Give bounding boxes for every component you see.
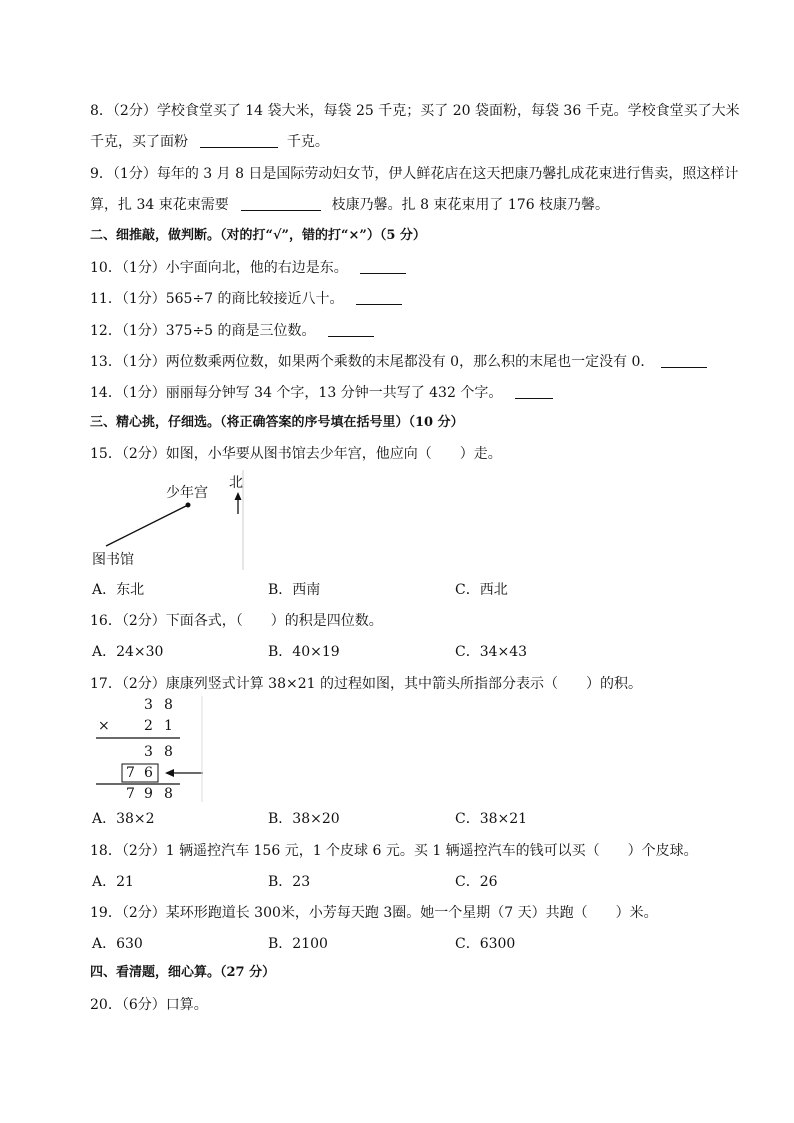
question-16-option-b[interactable]: B．40×19 <box>268 644 340 660</box>
north-arrow-icon <box>235 492 242 500</box>
question-10-text: 10．（1分）小宇面向北，他的右边是东。 <box>90 260 348 276</box>
question-11-answer-blank[interactable] <box>356 290 402 305</box>
question-15-option-c[interactable]: C．西北 <box>455 582 508 598</box>
question-13-answer-blank[interactable] <box>661 353 707 368</box>
question-12 <box>90 322 374 340</box>
question-18-option-a[interactable]: A．21 <box>92 874 134 890</box>
question-18-option-c[interactable]: C．26 <box>455 874 498 890</box>
question-11-text: 11．（1分）565÷7 的商比较接近八十。 <box>90 291 344 307</box>
question-15-map-figure <box>92 470 248 570</box>
calc-r4-d2: 6 <box>144 765 153 781</box>
question-17-option-c[interactable]: C．38×21 <box>455 811 528 827</box>
question-15-text: 15．（2分）如图，小华要从图书馆去少年宫，他应向（ ）走。 <box>90 446 502 462</box>
destination-dot <box>186 503 191 508</box>
calc-r1-d2: 8 <box>164 697 173 713</box>
label-library: 图书馆 <box>92 552 134 568</box>
calc-r1-d1: 3 <box>144 697 153 713</box>
section-2-heading: 二、细推敲，做判断。（对的打“√”，错的打“×”）（5 分） <box>90 228 426 243</box>
question-17-text: 17．（2分）康康列竖式计算 38×21 的过程如图，其中箭头所指部分表示（ ）的积。 <box>90 676 642 692</box>
calc-r5-d3: 8 <box>164 786 173 802</box>
question-13 <box>90 353 707 371</box>
question-9-line-2 <box>90 196 609 214</box>
calc-r5-d1: 7 <box>126 786 135 802</box>
question-12-text: 12．（1分）375÷5 的商是三位数。 <box>90 323 316 339</box>
question-8-answer-blank[interactable] <box>200 133 278 148</box>
question-14-text: 14．（1分）丽丽每分钟写 34 个字，13 分钟一共写了 432 个字。 <box>90 385 503 401</box>
question-13-text: 13．（1分）两位数乘两位数，如果两个乘数的末尾都没有 0，那么积的末尾也一定没有 0． <box>90 354 655 370</box>
question-9-text-a: 算，扎 34 束花束需要 <box>90 197 229 213</box>
question-8-text-a: 千克，买了面粉 <box>90 134 188 150</box>
question-17-vertical-calc <box>92 696 208 802</box>
calc-r2-d1: 2 <box>144 718 153 734</box>
question-16-option-a[interactable]: A．24×30 <box>92 644 164 660</box>
question-18-option-b[interactable]: B．23 <box>268 874 311 890</box>
pointer-arrow-icon <box>165 769 174 777</box>
calc-r5-d2: 9 <box>144 786 153 802</box>
section-3-heading: 三、精心挑，仔细选。（将正确答案的序号填在括号里）（10 分） <box>90 415 464 430</box>
question-9-answer-blank[interactable] <box>241 196 321 211</box>
question-14-answer-blank[interactable] <box>515 384 553 399</box>
calc-r3-d1: 3 <box>144 744 153 760</box>
label-north: 北 <box>229 475 243 491</box>
question-19-option-b[interactable]: B．2100 <box>268 936 328 952</box>
question-8-line-1: 8．（2分）学校食堂买了 14 袋大米，每袋 25 千克；买了 20 袋面粉，每袋 36 千克。学校食堂买了大米 <box>90 103 740 119</box>
question-15-option-b[interactable]: B．西南 <box>268 582 321 598</box>
question-9-line-1: 9．（1分）每年的 3 月 8 日是国际劳动妇女节，伊人鲜花店在这天把康乃馨扎成花束进行售卖，照这样计 <box>90 166 739 182</box>
question-17-option-b[interactable]: B．38×20 <box>268 811 340 827</box>
question-19-option-a[interactable]: A．630 <box>92 936 143 952</box>
question-11 <box>90 290 402 308</box>
label-youth-palace: 少年宫 <box>166 485 208 501</box>
question-10-answer-blank[interactable] <box>360 259 406 274</box>
calc-r2-d2: 1 <box>164 718 173 734</box>
calc-r4-d1: 7 <box>126 765 135 781</box>
question-14 <box>90 384 553 402</box>
question-10 <box>90 259 406 277</box>
question-9-text-b: 枝康乃馨。扎 8 束花束用了 176 枝康乃馨。 <box>331 197 610 213</box>
multiply-sign: × <box>98 718 110 734</box>
question-17-option-a[interactable]: A．38×2 <box>92 811 155 827</box>
question-8-line-2 <box>90 133 329 151</box>
question-20-text: 20．（6分）口算。 <box>90 997 208 1013</box>
calc-r3-d2: 8 <box>164 744 173 760</box>
section-4-heading: 四、看清题，细心算。（27 分） <box>90 965 276 980</box>
question-15-option-a[interactable]: A．东北 <box>92 582 145 598</box>
question-12-answer-blank[interactable] <box>328 322 374 337</box>
question-8-text-b: 千克。 <box>286 134 329 150</box>
question-19-text: 19．（2分）某环形跑道长 300米，小芳每天跑 3圈。她一个星期（7 天）共跑（ ）米。 <box>90 905 658 921</box>
question-18-text: 18．（2分）1 辆遥控汽车 156 元，1 个皮球 6 元。买 1 辆遥控汽车的钱可以买（ ）个皮球。 <box>90 843 698 859</box>
route-line <box>106 505 188 546</box>
question-16-text: 16．（2分）下面各式，（ ）的积是四位数。 <box>90 613 383 629</box>
question-19-option-c[interactable]: C．6300 <box>455 936 516 952</box>
question-16-option-c[interactable]: C．34×43 <box>455 644 528 660</box>
